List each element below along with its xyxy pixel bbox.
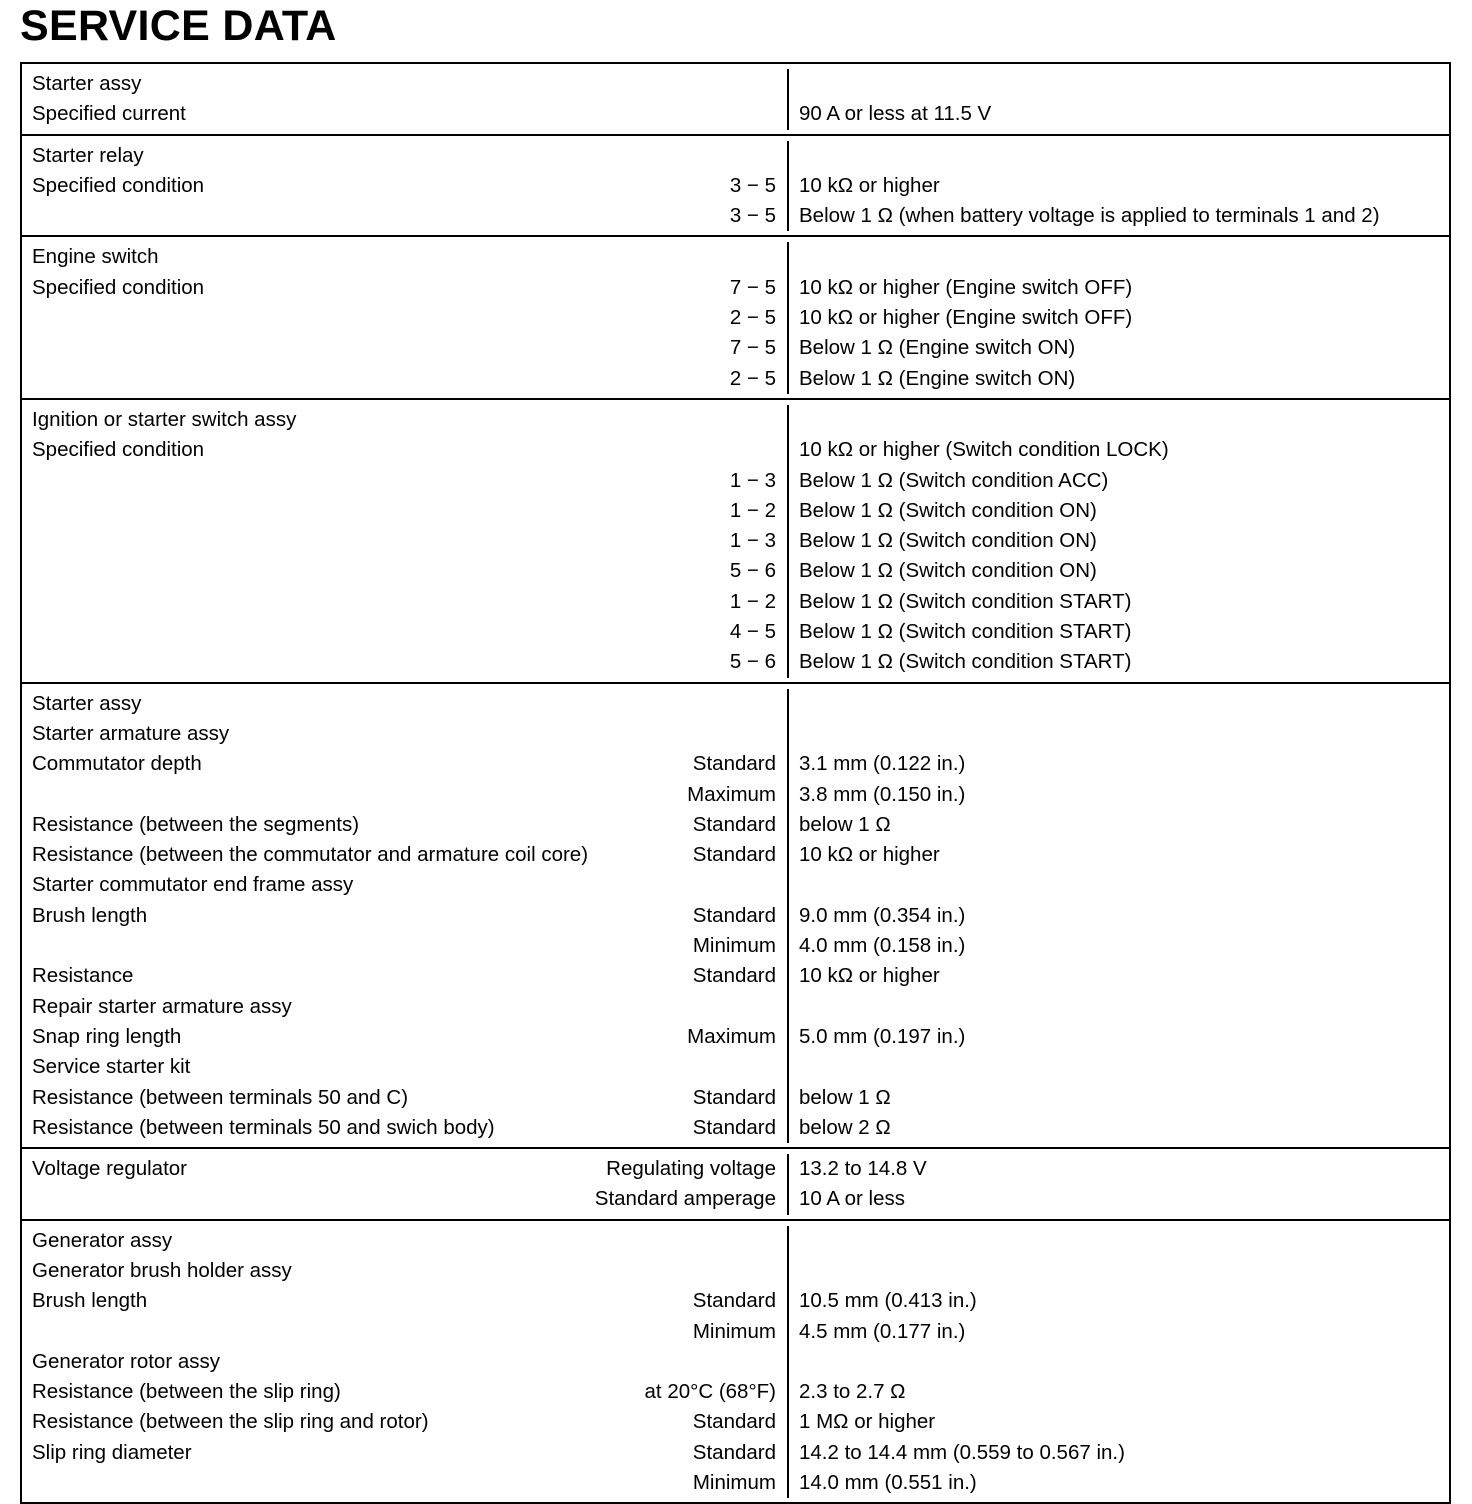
table-row bbox=[22, 1184, 787, 1214]
table-row bbox=[22, 201, 787, 231]
spec-value bbox=[789, 1347, 1449, 1377]
item-column bbox=[22, 141, 789, 232]
table-row bbox=[22, 587, 787, 617]
item-label: Resistance (between terminals 50 and swich body) bbox=[32, 1115, 495, 1139]
item-label: Ignition or starter switch assy bbox=[32, 407, 297, 431]
table-row bbox=[22, 1052, 787, 1082]
item-label: Resistance (between terminals 50 and C) bbox=[32, 1085, 409, 1109]
spec-value bbox=[789, 69, 1449, 99]
item-label: Specified current bbox=[32, 102, 186, 126]
condition-label: Standard bbox=[692, 1115, 776, 1139]
table-row bbox=[22, 810, 787, 840]
spec-value: 10 kΩ or higher bbox=[799, 964, 940, 988]
spec-value: 3.8 mm (0.150 in.) bbox=[799, 782, 966, 806]
spec-value: Below 1 Ω (when battery voltage is applied to terminals 1 and 2) bbox=[799, 204, 1380, 228]
value-column bbox=[789, 1154, 1449, 1215]
spec-value: 1 MΩ or higher bbox=[799, 1410, 936, 1434]
item-label: Brush length bbox=[32, 903, 148, 927]
spec-value bbox=[789, 992, 1449, 1022]
condition-label: Standard bbox=[692, 1289, 776, 1313]
table-row bbox=[22, 840, 787, 870]
table-row bbox=[22, 961, 787, 991]
spec-value bbox=[789, 1226, 1449, 1256]
condition-label: Standard bbox=[692, 964, 776, 988]
spec-value: 10.5 mm (0.413 in.) bbox=[799, 1289, 977, 1313]
spec-value: below 1 Ω bbox=[799, 812, 891, 836]
table-section bbox=[22, 134, 1449, 236]
spec-value: 90 A or less at 11.5 V bbox=[799, 102, 992, 126]
table-row bbox=[22, 647, 787, 677]
value-column bbox=[789, 242, 1449, 393]
table-row bbox=[22, 1317, 787, 1347]
item-label: Brush length bbox=[32, 1289, 148, 1313]
table-row bbox=[22, 99, 787, 129]
spec-value: 14.0 mm (0.551 in.) bbox=[799, 1471, 977, 1495]
spec-value: 2.3 to 2.7 Ω bbox=[799, 1380, 906, 1404]
condition-label: Minimum bbox=[692, 1319, 776, 1343]
condition-label: Regulating voltage bbox=[606, 1157, 776, 1181]
condition-label: Standard bbox=[692, 843, 776, 867]
spec-value: Below 1 Ω (Switch condition ON) bbox=[799, 559, 1097, 583]
table-row bbox=[22, 1256, 787, 1286]
item-label: Repair starter armature assy bbox=[32, 994, 292, 1018]
value-column bbox=[789, 141, 1449, 232]
spec-value: 5.0 mm (0.197 in.) bbox=[799, 1024, 966, 1048]
table-row bbox=[22, 556, 787, 586]
condition-label: Standard bbox=[692, 1085, 776, 1109]
condition-label: 5 − 6 bbox=[729, 650, 776, 674]
table-row bbox=[22, 749, 787, 779]
condition-label: 7 − 5 bbox=[729, 336, 776, 360]
item-label: Starter armature assy bbox=[32, 721, 230, 745]
item-label: Starter relay bbox=[32, 143, 144, 167]
item-label: Engine switch bbox=[32, 245, 159, 269]
table-row bbox=[22, 992, 787, 1022]
spec-value: 9.0 mm (0.354 in.) bbox=[799, 903, 966, 927]
table-section bbox=[22, 1147, 1449, 1219]
spec-value: 10 kΩ or higher (Engine switch OFF) bbox=[799, 275, 1133, 299]
table-row bbox=[22, 273, 787, 303]
spec-value: Below 1 Ω (Switch condition START) bbox=[799, 620, 1132, 644]
spec-value: below 1 Ω bbox=[799, 1085, 891, 1109]
condition-label: Standard amperage bbox=[594, 1187, 776, 1211]
item-label: Service starter kit bbox=[32, 1055, 191, 1079]
table-row bbox=[22, 435, 787, 465]
page-title: SERVICE DATA bbox=[20, 2, 337, 50]
spec-value: Below 1 Ω (Switch condition START) bbox=[799, 589, 1132, 613]
spec-value: 3.1 mm (0.122 in.) bbox=[799, 752, 966, 776]
table-row bbox=[22, 931, 787, 961]
spec-value: Below 1 Ω (Switch condition ON) bbox=[799, 498, 1097, 522]
item-column bbox=[22, 405, 789, 678]
item-label: Commutator depth bbox=[32, 752, 202, 776]
table-row bbox=[22, 141, 787, 171]
table-row bbox=[22, 1347, 787, 1377]
item-label: Generator rotor assy bbox=[32, 1349, 220, 1373]
spec-value bbox=[789, 1256, 1449, 1286]
condition-label: 1 − 2 bbox=[729, 498, 776, 522]
item-column bbox=[22, 242, 789, 393]
spec-value: Below 1 Ω (Switch condition ACC) bbox=[799, 468, 1109, 492]
table-row bbox=[22, 1083, 787, 1113]
spec-value: below 2 Ω bbox=[799, 1115, 891, 1139]
table-row bbox=[22, 780, 787, 810]
condition-label: 1 − 3 bbox=[729, 529, 776, 553]
item-label: Starter assy bbox=[32, 72, 142, 95]
service-data-table bbox=[20, 62, 1451, 1504]
item-label: Specified condition bbox=[32, 438, 205, 462]
item-label: Resistance (between the segments) bbox=[32, 812, 360, 836]
spec-value: 10 kΩ or higher bbox=[799, 843, 940, 867]
condition-label: 5 − 6 bbox=[729, 559, 776, 583]
table-section bbox=[22, 1219, 1449, 1503]
table-row bbox=[22, 1022, 787, 1052]
spec-value bbox=[789, 242, 1449, 272]
item-label: Voltage regulator bbox=[32, 1157, 188, 1181]
condition-label: 1 − 3 bbox=[729, 468, 776, 492]
item-label: Resistance bbox=[32, 964, 134, 988]
condition-label: Maximum bbox=[687, 782, 776, 806]
item-label: Slip ring diameter bbox=[32, 1440, 192, 1464]
condition-label: Standard bbox=[692, 1440, 776, 1464]
item-label: Starter commutator end frame assy bbox=[32, 873, 354, 897]
condition-label: Standard bbox=[692, 812, 776, 836]
condition-label: at 20°C (68°F) bbox=[644, 1380, 776, 1404]
table-row bbox=[22, 242, 787, 272]
spec-value: 4.5 mm (0.177 in.) bbox=[799, 1319, 966, 1343]
table-row bbox=[22, 364, 787, 394]
table-row bbox=[22, 1438, 787, 1468]
value-column bbox=[789, 405, 1449, 678]
table-row bbox=[22, 1154, 787, 1184]
spec-value: 10 kΩ or higher (Switch condition LOCK) bbox=[799, 438, 1169, 462]
item-column bbox=[22, 1226, 789, 1499]
table-row bbox=[22, 333, 787, 363]
item-label: Resistance (between the slip ring and rotor) bbox=[32, 1410, 429, 1434]
condition-label: 1 − 2 bbox=[729, 589, 776, 613]
item-label: Snap ring length bbox=[32, 1024, 182, 1048]
item-label: Specified condition bbox=[32, 173, 205, 197]
item-label: Specified condition bbox=[32, 275, 205, 299]
value-column bbox=[789, 69, 1449, 130]
spec-value: 10 kΩ or higher (Engine switch OFF) bbox=[799, 306, 1133, 330]
spec-value: 4.0 mm (0.158 in.) bbox=[799, 934, 966, 958]
table-row bbox=[22, 1226, 787, 1256]
item-label: Starter assy bbox=[32, 691, 142, 715]
spec-value: 13.2 to 14.8 V bbox=[799, 1157, 927, 1181]
spec-value: 10 kΩ or higher bbox=[799, 173, 940, 197]
item-label: Resistance (between the commutator and armature coil core) bbox=[32, 843, 589, 867]
table-section bbox=[22, 398, 1449, 682]
condition-label: Standard bbox=[692, 903, 776, 927]
condition-label: Standard bbox=[692, 1410, 776, 1434]
table-row bbox=[22, 466, 787, 496]
value-column bbox=[789, 1226, 1449, 1499]
condition-label: 2 − 5 bbox=[729, 306, 776, 330]
table-row bbox=[22, 496, 787, 526]
table-row bbox=[22, 1377, 787, 1407]
table-row bbox=[22, 405, 787, 435]
condition-label: 2 − 5 bbox=[729, 366, 776, 390]
value-column bbox=[789, 689, 1449, 1143]
table-section bbox=[22, 682, 1449, 1147]
spec-value: Below 1 Ω (Switch condition START) bbox=[799, 650, 1132, 674]
condition-label: Minimum bbox=[692, 934, 776, 958]
table-section bbox=[22, 235, 1449, 397]
item-column bbox=[22, 689, 789, 1143]
item-label: Generator brush holder assy bbox=[32, 1258, 292, 1282]
table-row bbox=[22, 1468, 787, 1498]
table-row bbox=[22, 69, 787, 99]
spec-value: Below 1 Ω (Switch condition ON) bbox=[799, 529, 1097, 553]
table-row bbox=[22, 1113, 787, 1143]
condition-label: Standard bbox=[692, 752, 776, 776]
table-row bbox=[22, 719, 787, 749]
spec-value bbox=[789, 405, 1449, 435]
condition-label: Maximum bbox=[687, 1024, 776, 1048]
table-row bbox=[22, 689, 787, 719]
table-row bbox=[22, 303, 787, 333]
table-section bbox=[22, 64, 1449, 134]
table-row bbox=[22, 171, 787, 201]
table-row bbox=[22, 1407, 787, 1437]
condition-label: 3 − 5 bbox=[729, 204, 776, 228]
spec-value bbox=[789, 719, 1449, 749]
spec-value bbox=[789, 870, 1449, 900]
table-row bbox=[22, 617, 787, 647]
table-row bbox=[22, 901, 787, 931]
spec-value bbox=[789, 141, 1449, 171]
table-row bbox=[22, 870, 787, 900]
item-label: Generator assy bbox=[32, 1228, 173, 1252]
condition-label: Minimum bbox=[692, 1471, 776, 1495]
spec-value: Below 1 Ω (Engine switch ON) bbox=[799, 336, 1076, 360]
spec-value bbox=[789, 689, 1449, 719]
item-label: Resistance (between the slip ring) bbox=[32, 1380, 341, 1404]
condition-label: 4 − 5 bbox=[729, 620, 776, 644]
spec-value: Below 1 Ω (Engine switch ON) bbox=[799, 366, 1076, 390]
item-column bbox=[22, 1154, 789, 1215]
spec-value: 14.2 to 14.4 mm (0.559 to 0.567 in.) bbox=[799, 1440, 1125, 1464]
table-row bbox=[22, 1286, 787, 1316]
condition-label: 3 − 5 bbox=[729, 173, 776, 197]
table-row bbox=[22, 526, 787, 556]
condition-label: 7 − 5 bbox=[729, 275, 776, 299]
spec-value: 10 A or less bbox=[799, 1187, 905, 1211]
item-column bbox=[22, 69, 789, 130]
spec-value bbox=[789, 1052, 1449, 1082]
